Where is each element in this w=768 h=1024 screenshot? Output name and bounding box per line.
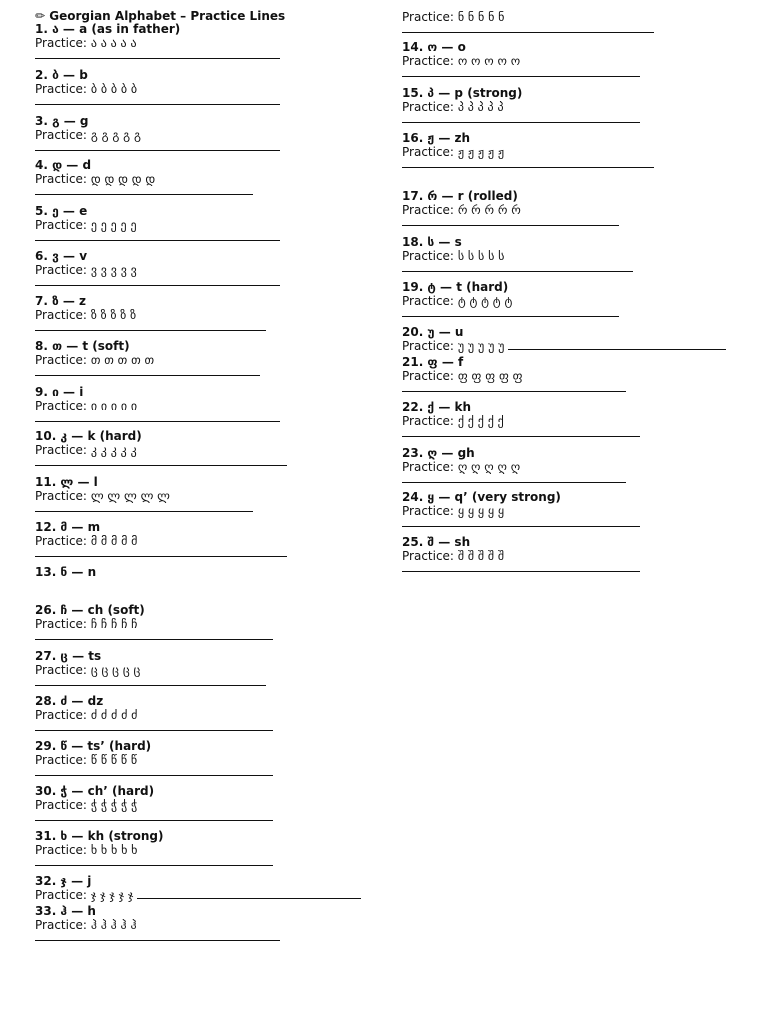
writing-line	[508, 349, 726, 350]
letter-entry	[35, 22, 375, 59]
practice-row	[35, 218, 375, 233]
practice-label: Practice:	[402, 10, 454, 24]
practice-row	[402, 54, 742, 69]
letter-entry	[35, 204, 375, 241]
practice-label: Practice:	[35, 443, 87, 457]
practice-characters: ვ ვ ვ ვ ვ	[90, 263, 137, 277]
writing-line	[402, 271, 633, 272]
practice-row	[35, 489, 375, 504]
practice-characters: გ გ გ გ გ	[90, 128, 141, 142]
practice-label: Practice:	[402, 339, 454, 353]
practice-characters: ღ ღ ღ ღ ღ	[457, 460, 521, 474]
practice-label: Practice:	[35, 617, 87, 631]
practice-label: Practice:	[35, 708, 87, 722]
letter-heading: 32. ჯ — j	[35, 874, 92, 888]
letter-heading: 13. ნ — n	[35, 565, 97, 579]
letter-heading: 22. ქ — kh	[402, 400, 472, 414]
letter-heading: 10. კ — k (hard)	[35, 429, 142, 443]
writing-line	[35, 820, 273, 821]
letter-entry	[35, 565, 375, 579]
letter-heading: 8. თ — t (soft)	[35, 339, 130, 353]
practice-label: Practice:	[35, 753, 87, 767]
practice-characters: კ კ კ კ კ	[90, 443, 137, 457]
writing-line	[35, 104, 280, 105]
practice-characters: რ რ რ რ რ	[457, 203, 521, 217]
letter-heading: 19. ტ — t (hard)	[402, 280, 509, 294]
letter-heading: 25. შ — sh	[402, 535, 471, 549]
practice-row	[35, 663, 375, 678]
practice-row	[402, 414, 742, 429]
letter-heading: 23. ღ — gh	[402, 446, 475, 460]
practice-row	[35, 888, 375, 903]
letter-entry	[35, 904, 375, 941]
letter-heading: 11. ლ — l	[35, 475, 98, 489]
practice-characters: ქ ქ ქ ქ ქ	[457, 414, 504, 428]
practice-row	[35, 36, 375, 51]
letter-entry	[35, 158, 375, 195]
writing-line	[35, 240, 280, 241]
practice-characters: ნ ნ ნ ნ ნ	[457, 10, 505, 24]
practice-label: Practice:	[35, 82, 87, 96]
letter-entry	[402, 400, 742, 437]
practice-row	[35, 443, 375, 458]
practice-characters: ო ო ო ო ო	[457, 54, 521, 68]
practice-characters: ი ი ი ი ი	[90, 399, 138, 413]
practice-characters: ე ე ე ე ე	[90, 218, 137, 232]
practice-characters: ძ ძ ძ ძ ძ	[90, 708, 138, 722]
letter-heading: 20. უ — u	[402, 325, 464, 339]
practice-row	[35, 308, 375, 323]
writing-line	[35, 421, 280, 422]
letter-heading: 1. ა — a (as in father)	[35, 22, 181, 36]
writing-line	[35, 285, 280, 286]
practice-row	[35, 263, 375, 278]
practice-characters: ჭ ჭ ჭ ჭ ჭ	[90, 798, 138, 812]
practice-characters: თ თ თ თ თ	[90, 353, 155, 367]
practice-row	[35, 128, 375, 143]
letter-entry	[35, 385, 375, 422]
practice-characters: ხ ხ ხ ხ ხ	[90, 843, 138, 857]
practice-row	[402, 294, 742, 309]
practice-label: Practice:	[35, 918, 87, 932]
practice-characters: ს ს ს ს ს	[457, 249, 505, 263]
letter-heading: 31. ხ — kh (strong)	[35, 829, 164, 843]
letter-entry	[35, 603, 375, 640]
writing-line	[35, 330, 266, 331]
practice-row	[35, 82, 375, 97]
writing-line	[402, 167, 654, 168]
letter-entry	[402, 280, 742, 317]
practice-characters: პ პ პ პ პ	[457, 100, 504, 114]
letter-heading: 16. ჟ — zh	[402, 131, 471, 145]
writing-line	[402, 32, 654, 33]
practice-label: Practice:	[35, 798, 87, 812]
writing-line	[35, 150, 280, 151]
letter-heading: 2. ბ — b	[35, 68, 88, 82]
letter-entry	[402, 131, 742, 168]
letter-entry	[402, 86, 742, 123]
practice-characters: შ შ შ შ შ	[457, 549, 505, 563]
practice-label: Practice:	[35, 843, 87, 857]
practice-label: Practice:	[402, 100, 454, 114]
writing-line	[35, 556, 287, 557]
writing-line	[35, 940, 280, 941]
letter-entry	[402, 189, 742, 226]
practice-row	[35, 843, 375, 858]
practice-label: Practice:	[402, 294, 454, 308]
letter-entry	[35, 520, 375, 557]
letter-heading: 29. წ — ts’ (hard)	[35, 739, 152, 753]
practice-label: Practice:	[35, 663, 87, 677]
practice-row	[402, 549, 742, 564]
practice-characters: ტ ტ ტ ტ ტ	[457, 294, 513, 308]
practice-label: Practice:	[35, 888, 87, 902]
writing-line	[35, 865, 273, 866]
practice-label: Practice:	[35, 218, 87, 232]
practice-row	[35, 353, 375, 368]
practice-label: Practice:	[402, 249, 454, 263]
letter-heading: 12. მ — m	[35, 520, 101, 534]
practice-label: Practice:	[402, 145, 454, 159]
letter-entry	[402, 235, 742, 272]
writing-line	[402, 482, 626, 483]
letter-heading: 14. ო — o	[402, 40, 466, 54]
practice-label: Practice:	[35, 489, 87, 503]
practice-label: Practice:	[402, 203, 454, 217]
letter-heading: 30. ჭ — ch’ (hard)	[35, 784, 155, 798]
letter-heading: 28. ძ — dz	[35, 694, 104, 708]
practice-characters: ბ ბ ბ ბ ბ	[90, 82, 138, 96]
letter-heading: 15. პ — p (strong)	[402, 86, 523, 100]
practice-characters: წ წ წ წ წ	[90, 753, 138, 767]
practice-row	[402, 145, 742, 160]
practice-label: Practice:	[35, 128, 87, 142]
practice-row	[35, 617, 375, 632]
letter-heading: 26. ჩ — ch (soft)	[35, 603, 145, 617]
practice-label: Practice:	[402, 414, 454, 428]
writing-line	[402, 76, 640, 77]
writing-line	[402, 571, 640, 572]
practice-characters: ლ ლ ლ ლ ლ	[90, 489, 170, 503]
letter-heading: 17. რ — r (rolled)	[402, 189, 518, 203]
practice-characters: ყ ყ ყ ყ ყ	[457, 504, 505, 518]
practice-row	[402, 504, 742, 519]
writing-line	[35, 194, 253, 195]
practice-row	[402, 339, 742, 354]
practice-label: Practice:	[35, 534, 87, 548]
practice-row	[35, 708, 375, 723]
letter-entry	[35, 694, 375, 731]
writing-line	[402, 436, 640, 437]
letter-entry	[35, 294, 375, 331]
letter-heading: 27. ც — ts	[35, 649, 102, 663]
practice-row	[402, 249, 742, 264]
letter-heading: 9. ი — i	[35, 385, 84, 399]
letter-entry	[35, 475, 375, 512]
letter-entry	[35, 429, 375, 466]
letter-entry	[402, 535, 742, 572]
letter-heading: 7. ზ — z	[35, 294, 87, 308]
letter-heading: 33. ჰ — h	[35, 904, 96, 918]
writing-line	[402, 526, 640, 527]
writing-line	[35, 639, 273, 640]
letter-heading: 24. ყ — q’ (very strong)	[402, 490, 561, 504]
practice-label: Practice:	[35, 353, 87, 367]
practice-row	[35, 753, 375, 768]
letter-heading: 18. ს — s	[402, 235, 462, 249]
practice-row	[402, 460, 742, 475]
practice-label: Practice:	[35, 308, 87, 322]
letter-heading: 21. ფ — f	[402, 355, 464, 369]
letter-entry	[35, 68, 375, 105]
practice-label: Practice:	[402, 504, 454, 518]
practice-label: Practice:	[402, 54, 454, 68]
letter-entry	[402, 446, 742, 483]
practice-characters: დ დ დ დ დ	[90, 172, 156, 186]
practice-characters: ჩ ჩ ჩ ჩ ჩ	[90, 617, 138, 631]
writing-line	[35, 58, 280, 59]
writing-line	[402, 316, 619, 317]
practice-characters: ა ა ა ა ა	[90, 36, 137, 50]
practice-label: Practice:	[35, 399, 87, 413]
letter-entry	[35, 874, 375, 903]
practice-row	[35, 399, 375, 414]
practice-row	[35, 172, 375, 187]
letter-entry	[402, 490, 742, 527]
writing-line	[402, 122, 640, 123]
practice-characters: ჟ ჟ ჟ ჟ ჟ	[457, 145, 505, 159]
writing-line	[35, 775, 273, 776]
writing-line	[402, 225, 619, 226]
writing-line	[402, 391, 626, 392]
letter-entry	[402, 355, 742, 392]
practice-characters: ც ც ც ც ც	[90, 663, 141, 677]
letter-entry	[402, 10, 742, 33]
practice-characters: ჯ ჯ ჯ ჯ ჯ	[90, 888, 134, 902]
letter-heading: 6. ვ — v	[35, 249, 88, 263]
practice-characters: უ უ უ უ უ	[457, 339, 505, 353]
practice-label: Practice:	[402, 369, 454, 383]
practice-label: Practice:	[35, 36, 87, 50]
letter-entry	[35, 739, 375, 776]
practice-characters: ჰ ჰ ჰ ჰ ჰ	[90, 918, 137, 932]
writing-line	[35, 465, 287, 466]
letter-entry	[35, 649, 375, 686]
writing-line	[35, 511, 253, 512]
practice-characters: ფ ფ ფ ფ ფ	[457, 369, 523, 383]
practice-row	[35, 798, 375, 813]
writing-line	[35, 685, 266, 686]
letter-heading: 5. ე — e	[35, 204, 88, 218]
practice-characters: მ მ მ მ მ	[90, 534, 138, 548]
practice-label: Practice:	[35, 172, 87, 186]
page-title: ✏ Georgian Alphabet – Practice Lines	[35, 9, 286, 23]
letter-heading: 3. გ — g	[35, 114, 89, 128]
practice-label: Practice:	[402, 549, 454, 563]
practice-row	[35, 534, 375, 549]
letter-entry	[35, 249, 375, 286]
letter-entry	[402, 40, 742, 77]
letter-entry	[35, 829, 375, 866]
letter-heading: 4. დ — d	[35, 158, 92, 172]
writing-line	[137, 898, 361, 899]
writing-line	[35, 375, 260, 376]
practice-characters: ზ ზ ზ ზ ზ	[90, 308, 137, 322]
practice-row	[402, 10, 742, 25]
practice-row	[35, 918, 375, 933]
practice-label: Practice:	[402, 460, 454, 474]
letter-entry	[402, 325, 742, 354]
practice-row	[402, 100, 742, 115]
letter-entry	[35, 114, 375, 151]
practice-label: Practice:	[35, 263, 87, 277]
practice-row	[402, 369, 742, 384]
writing-line	[35, 730, 273, 731]
letter-entry	[35, 784, 375, 821]
letter-entry	[35, 339, 375, 376]
practice-row	[402, 203, 742, 218]
